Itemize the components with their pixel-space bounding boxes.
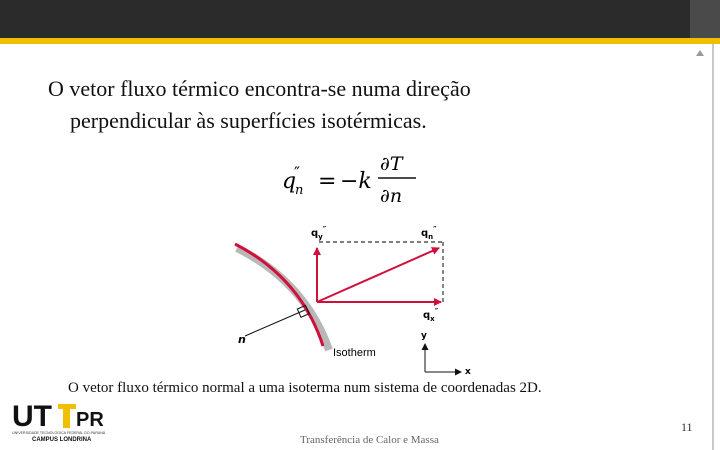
utfpr-logo (12, 400, 112, 446)
logo-yellow-block (58, 404, 76, 409)
isotherm-shadow (237, 248, 329, 350)
triangle-marker-icon (696, 50, 704, 56)
header-corner (690, 0, 720, 38)
body-line-1: O vetor fluxo térmico encontra-se numa direção (48, 76, 471, 101)
label-qx: $q_x''$ (423, 307, 439, 323)
formula-q: q (282, 169, 297, 194)
logo-campus: CAMPUS LONDRINA (32, 437, 92, 443)
figure-caption: O vetor fluxo térmico normal a uma isoterma num sistema de coordenadas 2D. (68, 380, 542, 396)
formula-denominator: ∂n (380, 185, 403, 207)
normal-line (245, 310, 305, 336)
body-line-2: perpendicular às superfícies isotérmicas. (70, 108, 427, 133)
formula-subscript-n: n (295, 183, 304, 198)
header-bar (0, 0, 720, 38)
label-n: n (238, 333, 246, 346)
isotherm-figure (225, 222, 485, 377)
label-axis-y: y (421, 331, 427, 341)
logo-pr-text: PR (76, 409, 104, 431)
footer-course: Transferência de Calor e Massa (300, 434, 439, 446)
label-qn: $q_n''$ (421, 225, 437, 241)
formula-double-prime: ″ (294, 163, 300, 182)
logo-ut-text: UT (12, 400, 52, 433)
vector-qn (317, 248, 439, 302)
logo-yellow-stem (63, 409, 70, 428)
formula-equals: = (318, 169, 337, 194)
slide-body (48, 73, 648, 137)
label-axis-x: x (465, 367, 471, 377)
label-qy: $q_y''$ (311, 225, 327, 241)
label-isotherm: Isotherm (333, 347, 376, 359)
logo-university-line: UNIVERSIDADE TECNOLÓGICA FEDERAL DO PARANÁ (12, 431, 106, 435)
flux-formula (280, 148, 430, 208)
right-divider (712, 44, 714, 450)
formula-numerator: ∂T (380, 153, 403, 175)
slide-number: 11 (681, 420, 693, 434)
isotherm-curve (235, 244, 323, 346)
formula-minus-k: −k (340, 169, 372, 194)
accent-line (0, 38, 720, 44)
